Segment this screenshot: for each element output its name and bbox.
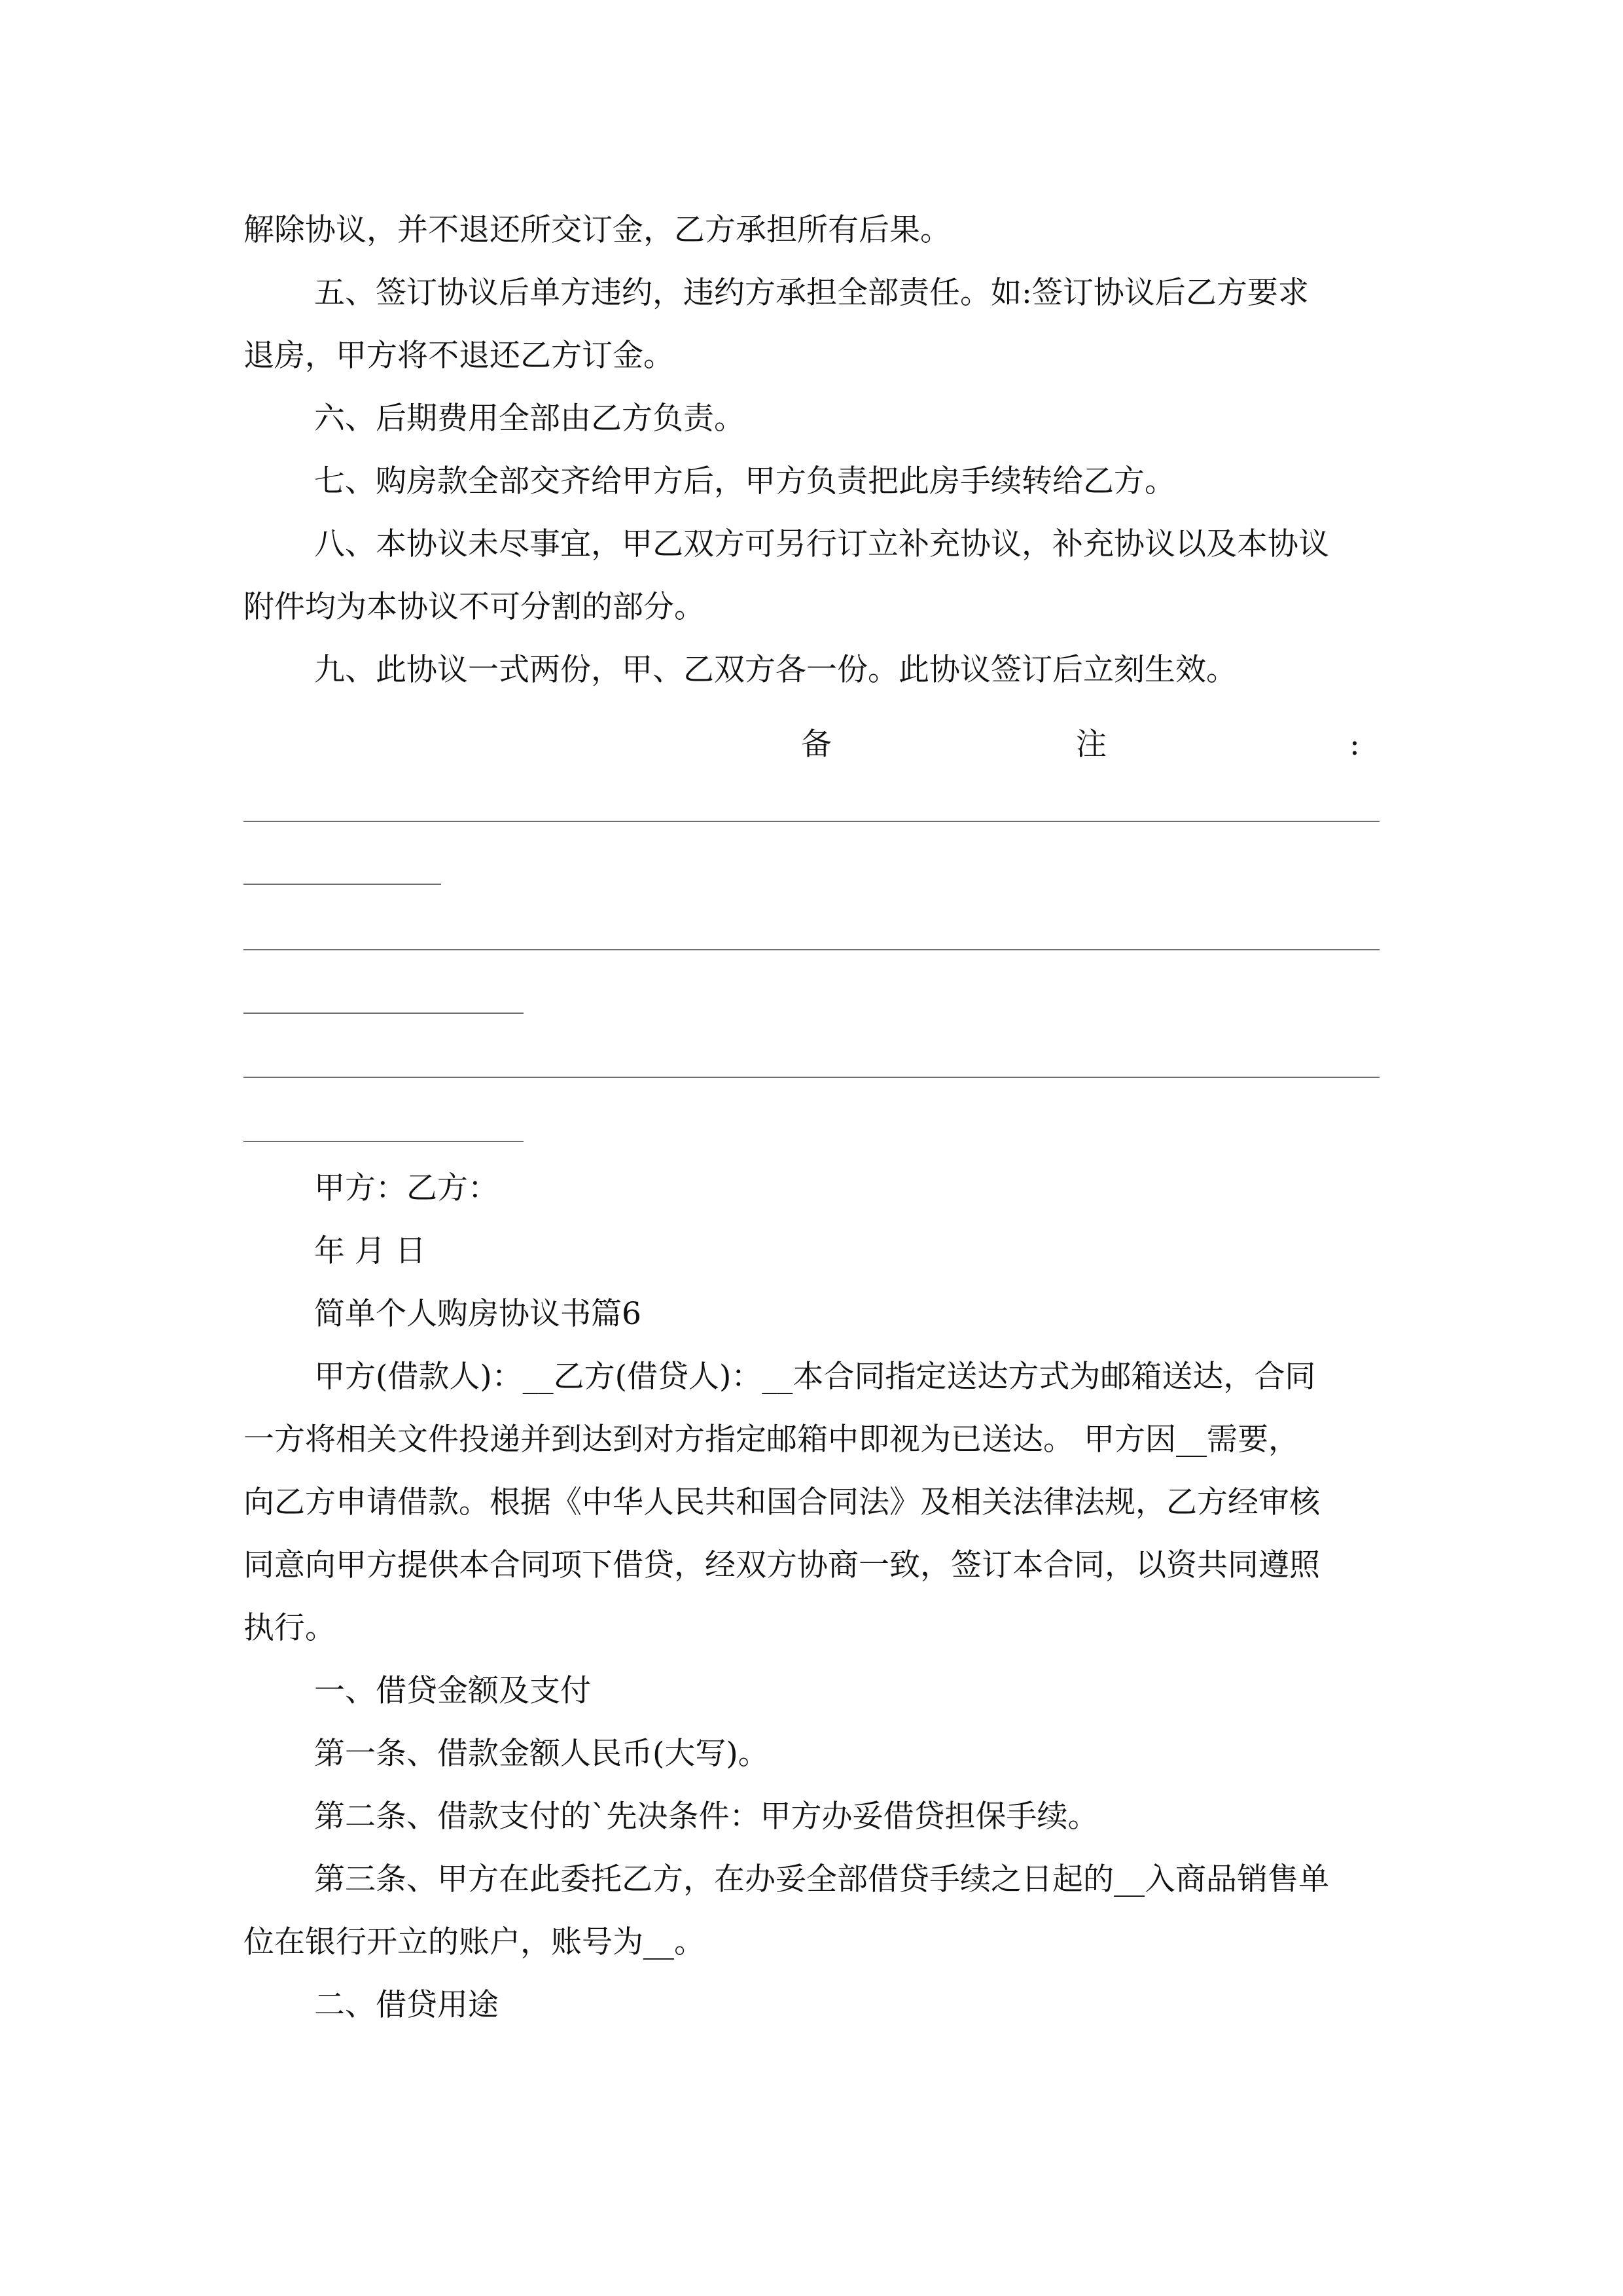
paragraph-line: 执行。 [243, 1610, 336, 1646]
heading-2: 二、借贷用途 [314, 1987, 499, 2023]
remark-label-char: 注 [1076, 726, 1107, 762]
article-1: 第一条、借款金额人民币(大写)。 [314, 1736, 769, 1772]
clause-5: 五、签订协议后单方违约，违约方承担全部责任。如:签订协议后乙方要求 [314, 275, 1309, 311]
remark-line [243, 884, 441, 885]
remark-line [243, 1077, 1380, 1078]
text-line: 附件均为本协议不可分割的部分。 [243, 589, 705, 625]
paragraph-line: 甲方(借款人)：__乙方(借贷人)：__本合同指定送达方式为邮箱送达，合同 [314, 1359, 1316, 1395]
remark-line [243, 821, 1380, 822]
date-line: 年 月 日 [314, 1233, 426, 1269]
paragraph-line: 位在银行开立的账户，账号为__。 [243, 1924, 705, 1960]
remark-line [243, 1013, 524, 1014]
clause-7: 七、购房款全部交齐给甲方后，甲方负责把此房手续转给乙方。 [314, 463, 1175, 499]
section-title: 简单个人购房协议书篇6 [314, 1296, 641, 1332]
paragraph-line: 一方将相关文件投递并到达到对方指定邮箱中即视为已送达。 甲方因__需要， [243, 1422, 1299, 1458]
heading-1: 一、借贷金额及支付 [314, 1673, 591, 1709]
text-line: 解除协议，并不退还所交订金，乙方承担所有后果。 [243, 212, 951, 248]
remark-label-char: : [1349, 726, 1360, 762]
remark-line [243, 1141, 524, 1142]
clause-9: 九、此协议一式两份，甲、乙双方各一份。此协议签订后立刻生效。 [314, 652, 1237, 688]
article-2: 第二条、借款支付的`先决条件：甲方办妥借贷担保手续。 [314, 1799, 1099, 1835]
remark-line [243, 949, 1380, 950]
remark-label-char: 备 [801, 726, 832, 762]
paragraph-line: 同意向甲方提供本合同项下借贷，经双方协商一致，签订本合同，以资共同遵照 [243, 1547, 1320, 1583]
text-line: 退房，甲方将不退还乙方订金。 [243, 338, 674, 374]
clause-8: 八、本协议未尽事宜，甲乙双方可另行订立补充协议，补充协议以及本协议 [314, 526, 1329, 562]
article-3: 第三条、甲方在此委托乙方，在办妥全部借贷手续之日起的__入商品销售单 [314, 1861, 1329, 1897]
paragraph-line: 向乙方申请借款。根据《中华人民共和国合同法》及相关法律法规，乙方经审核 [243, 1484, 1320, 1520]
signature-line: 甲方：乙方： [314, 1170, 499, 1206]
clause-6: 六、后期费用全部由乙方负责。 [314, 401, 745, 437]
